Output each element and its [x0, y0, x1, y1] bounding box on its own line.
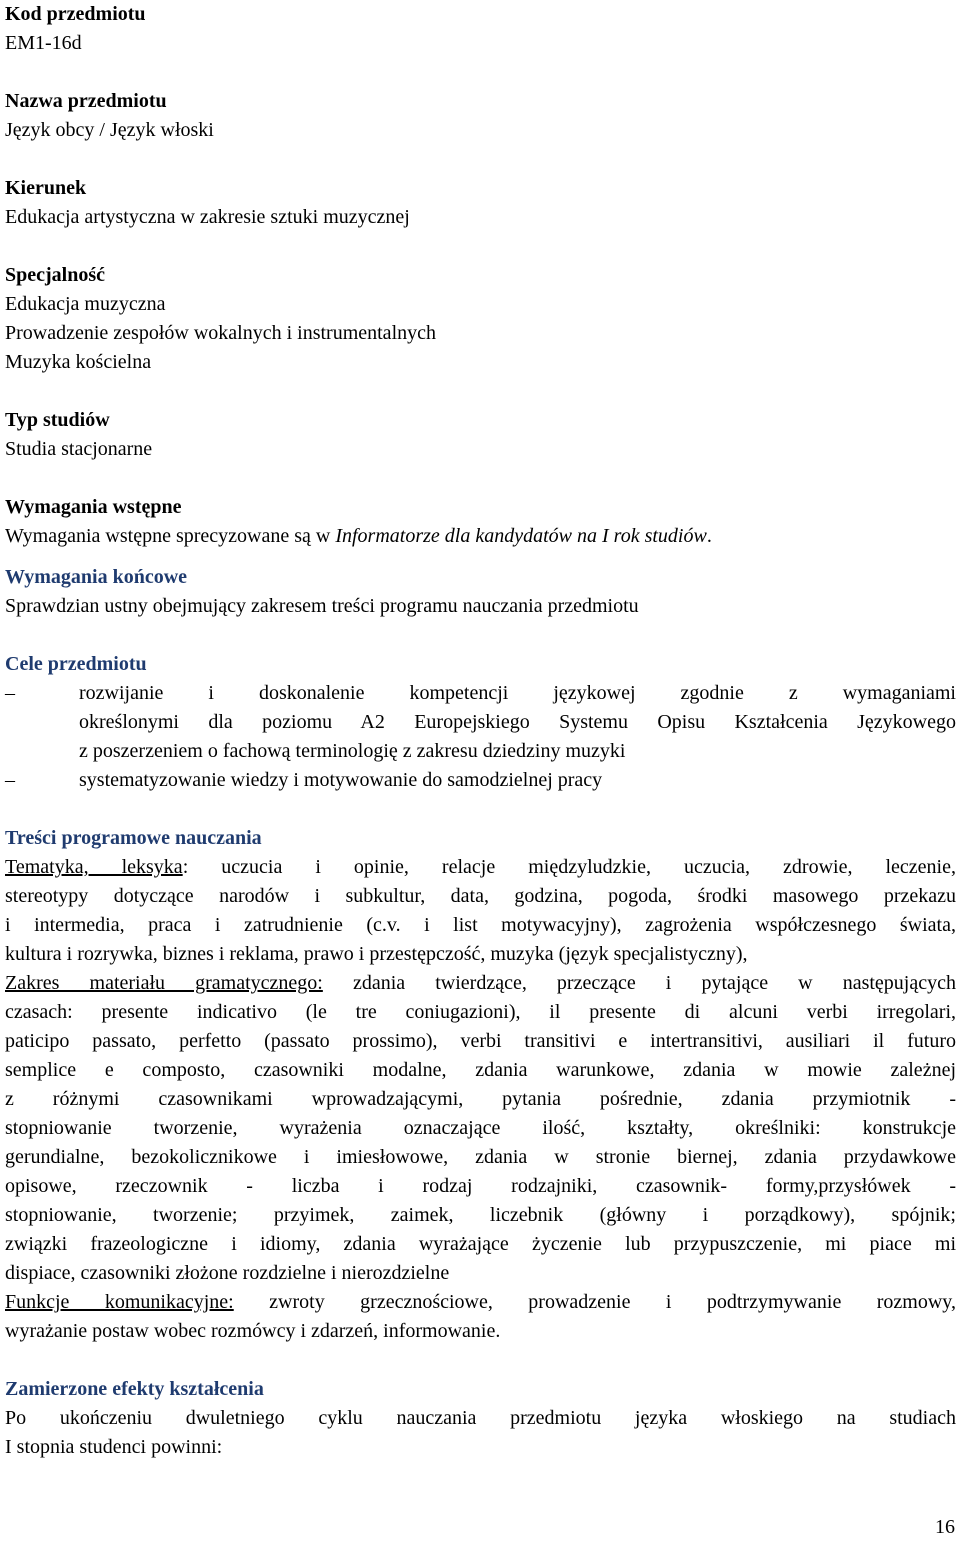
gramatyka-line: Zakres materiału gramatycznego: zdania twierdzące, przeczące i pytające w następujących	[5, 972, 956, 994]
cele-list	[5, 679, 956, 795]
section-typ	[5, 406, 956, 464]
specjalnosc-item: Edukacja muzyczna	[5, 293, 166, 315]
funkcje-line: Funkcje komunikacyjne: zwroty grzecznościowe, prowadzenie i podtrzymywanie rozmowy,	[5, 1291, 956, 1313]
section-efekty	[5, 1375, 956, 1462]
tematyka-line: i intermedia, praca i zatrudnienie (c.v. i list motywacyjny), zagrożenia współczesnego świata,	[5, 914, 956, 936]
funkcje-label: Funkcje komunikacyjne:	[5, 1291, 234, 1313]
efekty-line: Po ukończeniu dwuletniego cyklu nauczania przedmiotu języka włoskiego na studiach	[5, 1407, 956, 1429]
gramatyka-line: dispiace, czasowniki złożone rozdzielne i nierozdzielne	[5, 1262, 450, 1284]
section-title-efekty: Zamierzone efekty kształcenia	[5, 1378, 264, 1400]
cele-line: rozwijanie i doskonalenie kompetencji językowej zgodnie z wymaganiami	[79, 682, 956, 704]
section-title-nazwa: Nazwa przedmiotu	[5, 90, 167, 112]
gramatyka-line: związki frazeologiczne i idiomy, zdania wyrażające życzenie lub przypuszczenie, mi piace mi	[5, 1233, 956, 1255]
cele-line: systematyzowanie wiedzy i motywowanie do samodzielnej pracy	[79, 769, 603, 791]
typ-value: Studia stacjonarne	[5, 438, 153, 460]
section-specjalnosc	[5, 261, 956, 377]
specjalnosc-item: Prowadzenie zespołów wokalnych i instrumentalnych	[5, 322, 436, 344]
wymagania-wstepne-suffix: .	[706, 525, 712, 547]
cele-line: z poszerzeniem o fachową terminologię z zakresu dziedziny muzyki	[79, 740, 626, 762]
section-wymagania-wstepne	[5, 493, 956, 551]
gramatyka-line: paticipo passato, perfetto (passato prossimo), verbi transitivi e intertransitivi, ausiliari il futuro	[5, 1030, 956, 1052]
section-wymagania-koncowe	[5, 563, 956, 621]
dash-bullet: –	[5, 682, 15, 704]
section-title-tresci: Treści programowe nauczania	[5, 827, 262, 849]
section-title-kod: Kod przedmiotu	[5, 3, 146, 25]
kod-value: EM1-16d	[5, 32, 82, 54]
specjalnosc-item: Muzyka kościelna	[5, 351, 152, 373]
gramatyka-line: czasach: presente indicativo (le tre coniugazioni), il presente di alcuni verbi irregolari,	[5, 1001, 956, 1023]
list-item	[5, 679, 956, 766]
section-title-cele: Cele przedmiotu	[5, 653, 147, 675]
section-title-wymagania-koncowe: Wymagania końcowe	[5, 566, 188, 588]
gramatyka-line: z różnymi czasownikami wprowadzającymi, pytania pośrednie, zdania przymiotnik -	[5, 1088, 956, 1110]
gramatyka-label: Zakres materiału gramatycznego:	[5, 972, 323, 994]
wymagania-wstepne-prefix: Wymagania wstępne sprecyzowane są w	[5, 525, 336, 547]
informator-reference: Informatorze dla kandydatów na I rok studiów	[335, 525, 707, 547]
nazwa-value: Język obcy / Język włoski	[5, 119, 214, 141]
section-title-typ: Typ studiów	[5, 409, 110, 431]
section-title-kierunek: Kierunek	[5, 177, 87, 199]
section-nazwa	[5, 87, 956, 145]
tematyka-line: stereotypy dotyczące narodów i subkultur, data, godzina, pogoda, środki masowego przekazu	[5, 885, 956, 907]
gramatyka-line: opisowe, rzeczownik - liczba i rodzaj rodzajniki, czasownik- formy,przysłówek -	[5, 1175, 956, 1197]
tematyka-line: Tematyka, leksyka: uczucia i opinie, relacje międzyludzkie, uczucia, zdrowie, leczenie,	[5, 856, 956, 878]
gramatyka-line: semplice e composto, czasowniki modalne, zdania warunkowe, zdania w mowie zależnej	[5, 1059, 956, 1081]
document-page	[5, 0, 956, 1491]
efekty-line: I stopnia studenci powinni:	[5, 1436, 223, 1458]
gramatyka-line: stopniowanie, tworzenie; przyimek, zaimek, liczebnik (główny i porządkowy), spójnik;	[5, 1204, 956, 1226]
section-cele	[5, 650, 956, 795]
kierunek-value: Edukacja artystyczna w zakresie sztuki muzycznej	[5, 206, 410, 228]
wymagania-wstepne-text	[5, 522, 956, 551]
section-title-wymagania-wstepne: Wymagania wstępne	[5, 496, 182, 518]
wymagania-koncowe-value: Sprawdzian ustny obejmujący zakresem treści programu nauczania przedmiotu	[5, 595, 639, 617]
tematyka-label: Tematyka, leksyka	[5, 856, 183, 878]
tematyka-line: kultura i rozrywka, biznes i reklama, prawo i przestępczość, muzyka (język specjalistyczny),	[5, 943, 748, 965]
section-kod	[5, 0, 956, 58]
funkcje-line: wyrażanie postaw wobec rozmówcy i zdarzeń, informowanie.	[5, 1320, 501, 1342]
section-tresci	[5, 824, 956, 1346]
section-title-specjalnosc: Specjalność	[5, 264, 105, 286]
cele-line: określonymi dla poziomu A2 Europejskiego Systemu Opisu Kształcenia Językowego	[79, 711, 956, 733]
gramatyka-line: stopniowanie tworzenie, wyrażenia oznaczające ilość, kształty, określniki: konstrukcje	[5, 1117, 956, 1139]
gramatyka-line: gerundialne, bezokolicznikowe i imiesłowowe, zdania w stronie biernej, zdania przydawkowe	[5, 1146, 956, 1168]
page-number: 16	[935, 1516, 955, 1538]
dash-bullet: –	[5, 769, 15, 791]
section-kierunek	[5, 174, 956, 232]
list-item	[5, 766, 956, 795]
